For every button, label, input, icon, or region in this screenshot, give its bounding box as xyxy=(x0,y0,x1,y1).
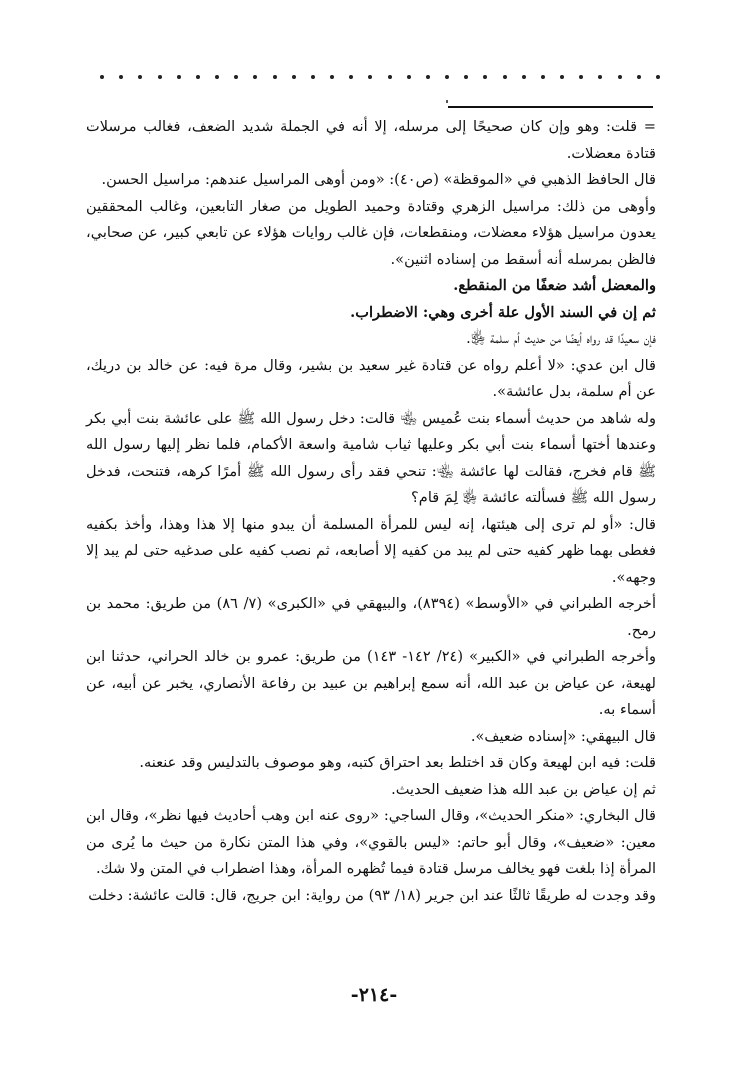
header-dot xyxy=(464,75,468,79)
header-dot xyxy=(445,75,449,79)
paragraph-4: والمعضل أشد ضعفًا من المنقطع. xyxy=(453,277,656,294)
header-dot xyxy=(503,75,507,79)
paragraph-3: وأوهى من ذلك: مراسيل الزهري وقتادة وحميد الطويل من صغار التابعين، وغالب المحققين يعدون مراسيل هؤلاء معضلات، ومنقطعات، فإن غالب روايات هؤلاء عن تابعي كبير، عن صحابي، فالظن بمرسله أنه أسقط من إسناده اثنين». xyxy=(86,197,656,268)
header-dot xyxy=(292,75,296,79)
rule-tick xyxy=(446,100,448,103)
header-dot xyxy=(311,75,315,79)
header-dot xyxy=(349,75,353,79)
header-dot xyxy=(388,75,392,79)
paragraph-8: وله شاهد من حديث أسماء بنت عُميس ﵄ قالت: دخل رسول الله ﷺ على عائشة بنت أبي بكر وعندها أختها أسماء بنت أبي بكر وعليها ثياب شامية واسعة الأكمام، فلما نظر إليها رسول الله ﷺ قام فخرج، فقالت لها عائشة ﵄: تنحي فقد رأى رسول الله ﷺ أمرًا كرهه، فتنحت، فدخل رسول الله ﷺ فسألته عائشة ﵂ لِمَ قام؟ xyxy=(86,409,656,506)
header-dot xyxy=(234,75,238,79)
header-dot xyxy=(158,75,162,79)
paragraph-5: ثم إن في السند الأول علة أخرى وهي: الاضطراب. xyxy=(350,303,656,321)
header-dot xyxy=(273,75,277,79)
footnote-separator-rule xyxy=(448,106,653,108)
header-dot xyxy=(541,75,545,79)
paragraph-14: ثم إن عياض بن عبد الله هذا ضعيف الحديث. xyxy=(391,780,656,798)
header-dot xyxy=(407,75,411,79)
paragraph-13: قلت: فيه ابن لهيعة وكان قد اختلط بعد احتراق كتبه، وهو موصوف بالتدليس وقد عنعنه. xyxy=(139,754,656,771)
header-dot xyxy=(579,75,583,79)
paragraph-15: قال البخاري: «منكر الحديث»، وقال الساجي: «روى عنه ابن وهب أحاديث فيها نظر»، وقال ابن معين: «ضعيف»، وقال أبو حاتم: «ليس بالقوي»، وفي هذا المتن نكارة من حيث ما يُرى من المرأة إذا بلغت فهو يخالف مرسل قتادة فيما تُظهره المرأة، وهذا اضطراب في المتن ولا شك. xyxy=(86,807,656,877)
page-number: -٢١٤- xyxy=(350,984,398,1006)
header-dot xyxy=(598,75,602,79)
paragraph-6: فإن سعيدًا قد رواه أيضًا من حديث أم سلمة ﵂. xyxy=(466,330,656,347)
paragraph-7: قال ابن عدي: «لا أعلم رواه عن قتادة غير سعيد بن بشير، وقال مرة فيه: عن خالد بن دريك، عن أم سلمة، بدل عائشة». xyxy=(86,356,656,400)
header-dotted-line xyxy=(100,68,660,86)
header-dot xyxy=(368,75,372,79)
header-dot xyxy=(215,75,219,79)
header-dot xyxy=(618,75,622,79)
header-dot xyxy=(656,75,660,79)
header-dot xyxy=(426,75,430,79)
header-dot xyxy=(177,75,181,79)
paragraph-10: أخرجه الطبراني في «الأوسط» (٨٣٩٤)، والبيهقي في «الكبرى» (٧/ ٨٦) من طريق: محمد بن رمح. xyxy=(86,595,656,639)
header-dot xyxy=(253,75,257,79)
page-body xyxy=(86,114,656,909)
header-dot xyxy=(119,75,123,79)
header-dot xyxy=(560,75,564,79)
header-dot xyxy=(100,75,104,79)
header-dot xyxy=(330,75,334,79)
paragraph-11: وأخرجه الطبراني في «الكبير» (٢٤/ ١٤٢- ١٤٣) من طريق: عمرو بن خالد الحراني، حدثنا ابن لهيعة، عن عياض بن عبد الله، أنه سمع إبراهيم بن عبيد بن رفاعة الأنصاري، يخبر عن أبيه، عن أسماء به. xyxy=(86,648,656,718)
header-dot xyxy=(196,75,200,79)
header-dot xyxy=(637,75,641,79)
header-dot xyxy=(483,75,487,79)
paragraph-12: قال البيهقي: «إسناده ضعيف». xyxy=(470,727,656,745)
paragraph-16: وقد وجدت له طريقًا ثالثًا عند ابن جرير (١٨/ ٩٣) من رواية: ابن جريج، قال: قالت عائشة: دخلت xyxy=(88,886,656,904)
header-dot xyxy=(522,75,526,79)
paragraph-2: قال الحافظ الذهبي في «الموقظة» (ص٤٠): «ومن أوهى المراسيل عندهم: مراسيل الحسن. xyxy=(101,171,656,188)
paragraph-9: قال: «أو لم ترى إلى هيئتها، إنه ليس للمرأة المسلمة أن يبدو منها إلا هذا وهذا، وأخذ بكفيه فغطى بهما ظهر كفيه حتى لم يبد من كفيه إلا أصابعه، ثم نصب كفيه على صدغيه حتى لم يبد إلا وجهه». xyxy=(86,515,656,586)
paragraph-1: = قلت: وهو وإن كان صحيحًا إلى مرسله، إلا أنه في الجملة شديد الضعف، فغالب مرسلات قتادة معضلات. xyxy=(86,118,656,162)
header-dot xyxy=(138,75,142,79)
